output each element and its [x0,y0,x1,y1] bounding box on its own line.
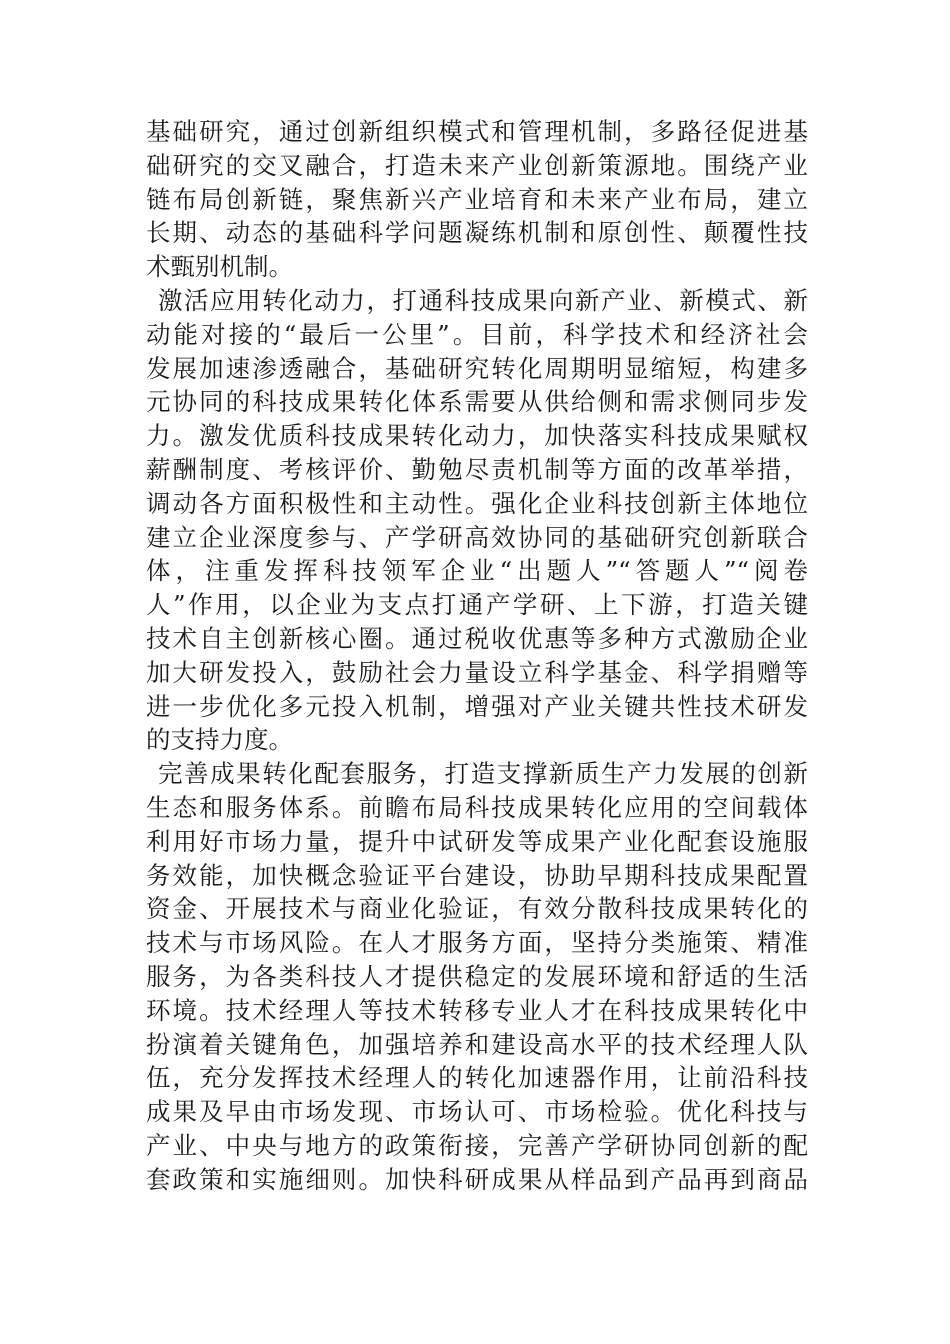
text-line: 激活应用转化动力，打通科技成果向新产业、新模式、新 [158,285,808,315]
text-line: 础研究的交叉融合，打造未来产业创新策源地。围绕产业 [146,150,808,180]
paragraph [146,115,808,284]
text-line: 利用好市场力量，提升中试研发等成果产业化配套设施服 [146,826,808,856]
text-line: 薪酬制度、考核评价、勤勉尽责机制等方面的改革举措， [146,454,808,484]
text-line: 体，注重发挥科技领军企业“出题人”“答题人”“阅卷 [146,556,808,586]
text-line: 技术与市场风险。在人才服务方面，坚持分类施策、精准 [146,928,808,958]
text-line: 务效能，加快概念验证平台建设，协助早期科技成果配置 [146,860,808,890]
text-line: 生态和服务体系。前瞻布局科技成果转化应用的空间载体 [146,792,808,822]
text-line: 术甄别机制。 [146,252,293,282]
text-line: 基础研究，通过创新组织模式和管理机制，多路径促进基 [146,117,808,146]
text-line: 产业、中央与地方的政策衔接，完善产学研协同创新的配 [146,1130,808,1160]
text-line: 完善成果转化配套服务，打造支撑新质生产力发展的创新 [158,759,808,789]
paragraph [146,284,808,757]
text-line: 套政策和实施细则。加快科研成果从样品到产品再到商品 [146,1164,808,1194]
text-line: 资金、开展技术与商业化验证，有效分散科技成果转化的 [146,894,808,924]
text-line: 人”作用，以企业为支点打通产学研、上下游，打造关键 [146,590,808,620]
text-line: 建立企业深度参与、产学研高效协同的基础研究创新联合 [146,522,808,552]
text-line: 进一步优化多元投入机制，增强对产业关键共性技术研发 [146,691,808,721]
text-line: 环境。技术经理人等技术转移专业人才在科技成果转化中 [146,995,808,1025]
text-line: 的支持力度。 [146,725,293,755]
text-line: 成果及早由市场发现、市场认可、市场检验。优化科技与 [146,1097,808,1127]
text-line: 加大研发投入，鼓励社会力量设立科学基金、科学捐赠等 [146,657,808,687]
body-text [146,115,808,1197]
text-line: 长期、动态的基础科学问题凝练机制和原创性、颠覆性技 [146,218,808,248]
paragraph [146,757,808,1196]
text-line: 扮演着关键角色，加强培养和建设高水平的技术经理人队 [146,1029,808,1059]
text-line: 技术自主创新核心圈。通过税收优惠等多种方式激励企业 [146,623,808,653]
text-line: 调动各方面积极性和主动性。强化企业科技创新主体地位 [146,488,808,518]
text-line: 动能对接的“最后一公里”。目前，科学技术和经济社会 [146,319,808,349]
text-line: 链布局创新链，聚焦新兴产业培育和未来产业布局，建立 [146,184,808,214]
text-line: 力。激发优质科技成果转化动力，加快落实科技成果赋权 [146,421,808,451]
text-line: 伍，充分发挥技术经理人的转化加速器作用，让前沿科技 [146,1063,808,1093]
text-line: 服务，为各类科技人才提供稳定的发展环境和舒适的生活 [146,961,808,991]
text-line: 发展加速渗透融合，基础研究转化周期明显缩短，构建多 [146,353,808,383]
text-line: 元协同的科技成果转化体系需要从供给侧和需求侧同步发 [146,387,808,417]
